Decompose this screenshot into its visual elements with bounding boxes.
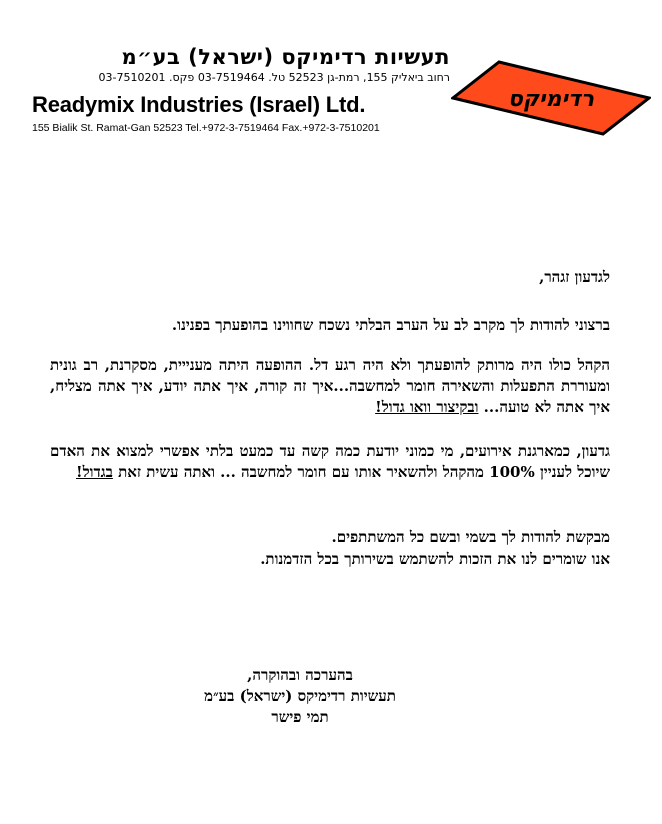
signature-company: תעשיות רדימיקס (ישראל) בע״מ	[204, 687, 396, 705]
signature-name: תמי פישר	[271, 708, 329, 726]
letter-salutation: לגדעון זגהר,	[539, 268, 610, 286]
letterhead-hebrew-address: רחוב ביאליק 155, רמת-גן 52523 טל. 03-7519464 פקס. 03-7510201	[98, 71, 450, 84]
letterhead-hebrew-company-name: תעשיות רדימיקס (ישראל) בע״מ	[121, 45, 450, 69]
paragraph-2-emphasis: ובקיצור וואו גדול!	[375, 398, 479, 416]
letter-paragraph-5: אנו שומרים לנו את הזכות להשתמש בשירותך בכל הזדמנות.	[260, 550, 610, 568]
letter-paragraph-3	[50, 441, 610, 483]
paragraph-3-text: גדעון, כמארגנת אירועים, מי כמוני יודעת כמה קשה עד כמעט בלתי אפשרי למצוא את האדם שיוכל לעניין 100% מהקהל ולהשאיר אותו עם חומר למחשבה ... ואתה עשית זאת	[50, 442, 610, 481]
logo-text: רדימיקס	[507, 87, 595, 112]
letterhead-english-address: 155 Bialik St. Ramat-Gan 52523 Tel.+972-3-7519464 Fax.+972-3-7510201	[32, 122, 380, 134]
letter-paragraph-1: ברצוני להודות לך מקרב לב על הערב הבלתי נשכח שחווינו בהופעתך בפנינו.	[171, 316, 610, 334]
paragraph-2-text: הקהל כולו היה מרותק להופעתך ולא היה רגע דל. ההופעה היתה מענייית, מסקרנת, רב גונית ומעוררת התפעלות והשאירה חומר למחשבה...איך זה קורה, איך אתה יודע, איך אתה מצליח, איך אתה לא טועה...	[50, 356, 610, 416]
signature-block	[150, 665, 450, 728]
letter-paragraph-2	[50, 355, 610, 418]
paragraph-3-emphasis: בגדול!	[76, 463, 113, 481]
letter-paragraph-4: מבקשת להודות לך בשמי ובשם כל המשתתפים.	[331, 528, 610, 546]
readymix-logo	[451, 60, 651, 136]
letterhead-english-company-name: Readymix Industries (Israel) Ltd.	[32, 92, 366, 117]
signature-closing: בהערכה ובהוקרה,	[247, 666, 353, 684]
